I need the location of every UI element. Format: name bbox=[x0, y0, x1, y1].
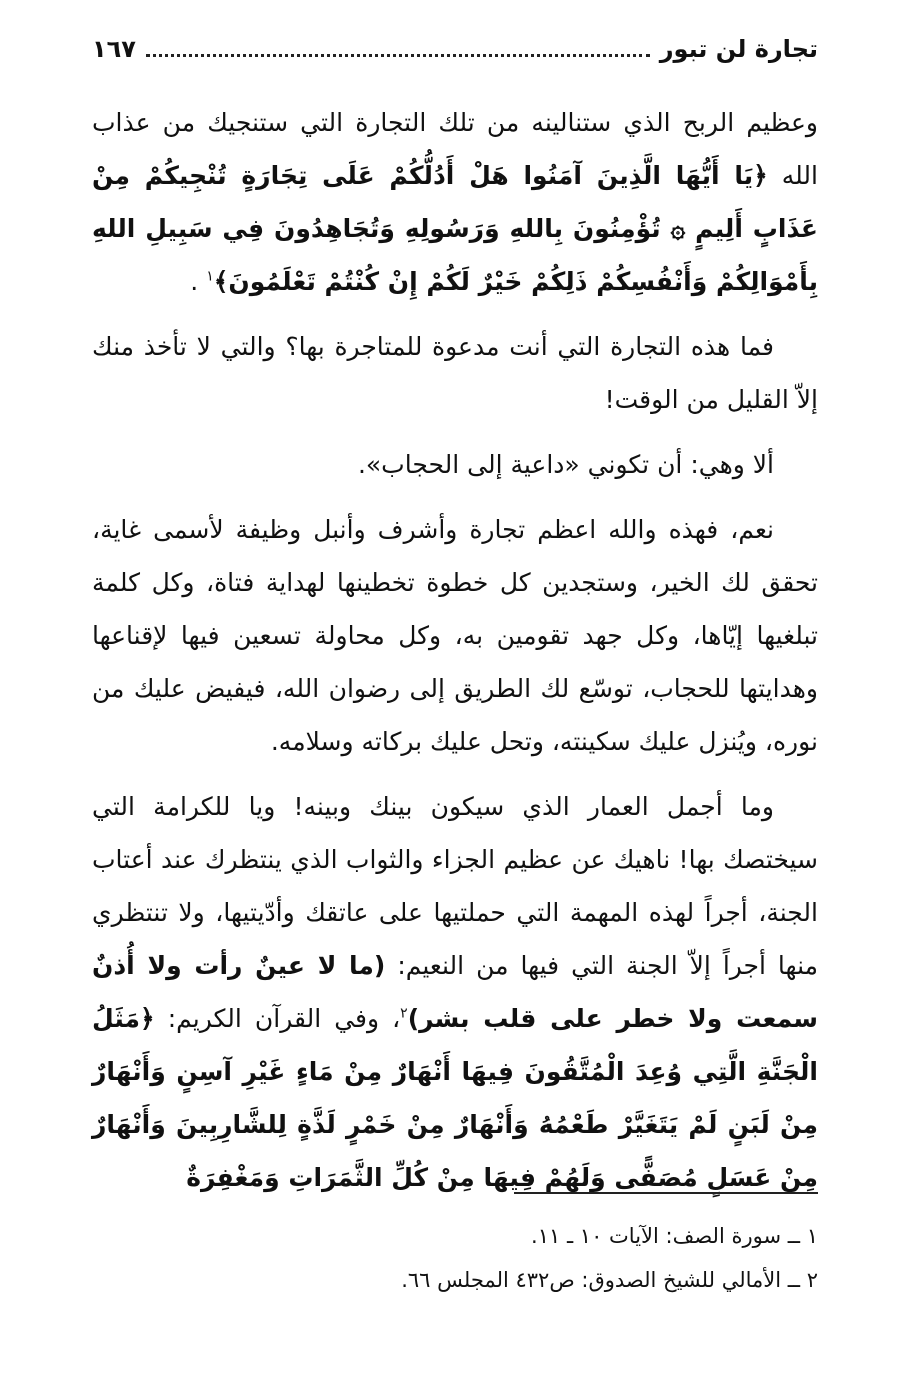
quran-verse-2: ﴿مَثَلُ الْجَنَّةِ الَّتِي وُعِدَ الْمُتَّقُونَ فِيهَا أَنْهَارٌ مِنْ مَاءٍ غَيْرِ آسِنٍ وَأَنْهَارٌ مِنْ لَبَنٍ لَمْ يَتَغَيَّرْ طَعْمُهُ وَأَنْهَارٌ مِنْ خَمْرٍ لَذَّةٍ لِلشَّارِبِينَ وَأَنْهَارٌ مِنْ عَسَلٍ مُصَفًّى وَلَهُمْ فِيهَا مِنْ كُلِّ الثَّمَرَاتِ وَمَغْفِرَةٌ bbox=[92, 1004, 818, 1192]
running-header bbox=[92, 32, 818, 66]
paragraph-2: فما هذه التجارة التي أنت مدعوة للمتاجرة بها؟ والتي لا تأخذ منك إلاّ القليل من الوقت! bbox=[92, 332, 818, 414]
paragraph-5-start: وما أجمل العمار الذي سيكون بينك وبينه! ويا للكرامة التي سيختصك بها! ناهيك عن عظيم الجزاء والثواب الذي ينتظرك عند أعتاب الجنة، أجراً لهذه المهمة التي حملتيها على عاتقك وأدّيتيها، ولا تنتظري منها أجراً إلاّ الجنة التي فيها من النعيم: bbox=[92, 792, 819, 980]
quran-verse-1: ﴿يَا أَيُّهَا الَّذِينَ آمَنُوا هَلْ أَدُلُّكُمْ عَلَى تِجَارَةٍ تُنْجِيكُمْ مِنْ عَذَابٍ أَلِيمٍ ۞ تُؤْمِنُونَ بِاللهِ وَرَسُولِهِ وَتُجَاهِدُونَ فِي سَبِيلِ اللهِ بِأَمْوَالِكُمْ وَأَنْفُسِكُمْ ذَلِكُمْ خَيْرٌ لَكُمْ إِنْ كُنْتُمْ تَعْلَمُونَ﴾ bbox=[92, 161, 818, 296]
paragraph-1 bbox=[92, 96, 818, 308]
running-title: تجارة لن تبور bbox=[659, 35, 818, 63]
footnote-separator bbox=[514, 1192, 818, 1194]
paragraph-4: نعم، فهذه والله اعظم تجارة وأشرف وأنبل وظيفة لأسمى غاية، تحقق لك الخير، وستجدين كل خطوة تخطينها لهداية فتاة، وكل كلمة تبلغيها إيّاها، وكل جهد تقومين به، وكل محاولة تسعين فيها لإقناعها وهدايتها للحجاب، توسّع لك الطريق إلى رضوان الله، فيفيض عليك من نوره، ويُنزل عليك سكينته، وتحل عليك بركاته وسلامه. bbox=[92, 515, 818, 756]
main-text bbox=[92, 96, 818, 1216]
paragraph-3: ألا وهي: أن تكوني «داعية إلى الحجاب». bbox=[357, 450, 774, 479]
footnotes bbox=[92, 1214, 818, 1302]
paragraph-1-intro: وعظيم الربح الذي ستنالينه من تلك التجارة التي ستنجيك من عذاب الله bbox=[92, 108, 818, 190]
footnote-ref-2: ٢ bbox=[400, 1005, 408, 1022]
page-number: ١٦٧ bbox=[92, 35, 136, 63]
hadith-quote: (ما لا عينٌ رأت ولا أُذنٌ سمعت ولا خطر على قلب بشر) bbox=[92, 951, 819, 1033]
paragraph-5-mid: ، وفي القرآن الكريم: bbox=[167, 1004, 401, 1033]
footnote-ref-1: ١ bbox=[206, 268, 214, 285]
paragraph-1-end: . bbox=[190, 267, 199, 296]
paragraph-5 bbox=[92, 780, 818, 1204]
footnote-1: ١ ــ سورة الصف: الآيات ١٠ ـ ١١. bbox=[531, 1224, 818, 1248]
header-dotted-leader bbox=[146, 54, 650, 57]
footnote-2: ٢ ــ الأمالي للشيخ الصدوق: ص٤٣٢ المجلس ٦٦. bbox=[401, 1268, 818, 1292]
